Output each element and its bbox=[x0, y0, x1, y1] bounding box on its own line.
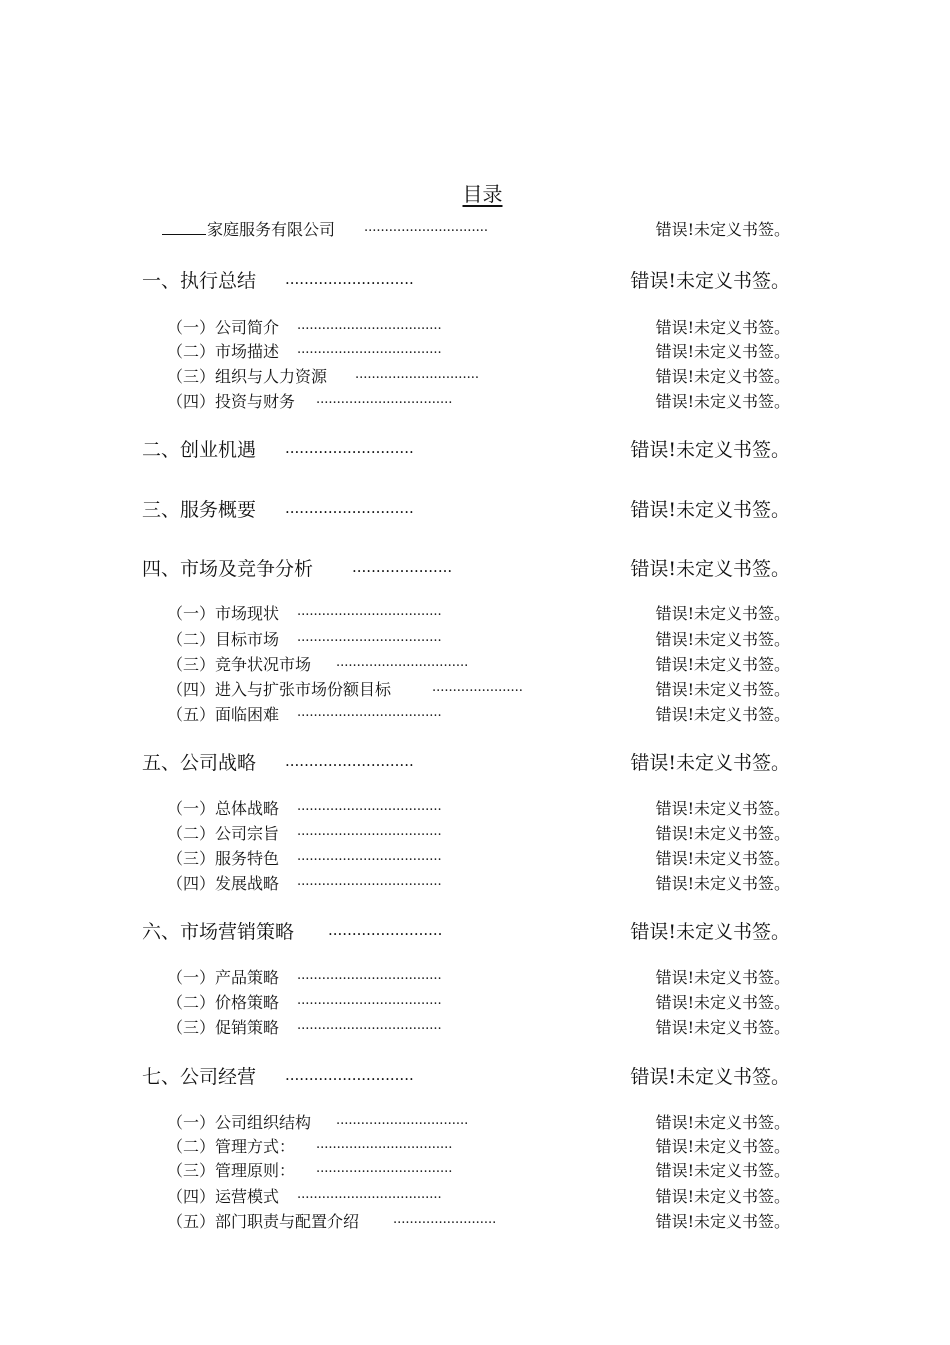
toc-entry-label: 六、市场营销策略 bbox=[142, 921, 295, 943]
toc-entry-label: （五）面临困难 bbox=[167, 705, 280, 724]
toc-page-ref: 错误!未定义书签。 bbox=[655, 1018, 790, 1037]
toc-entry-label: 五、公司战略 bbox=[142, 752, 257, 774]
toc-entry-label: 三、服务概要 bbox=[142, 499, 257, 521]
toc-subsection-entry[interactable] bbox=[0, 627, 950, 655]
toc-dot-leader: ................................... bbox=[297, 630, 442, 645]
toc-page-ref: 错误!未定义书签。 bbox=[655, 680, 790, 699]
toc-subsection-entry[interactable] bbox=[0, 871, 950, 899]
toc-title: 目录 bbox=[462, 182, 503, 206]
toc-section-entry[interactable] bbox=[0, 554, 950, 582]
toc-subsection-entry[interactable] bbox=[0, 990, 950, 1018]
toc-page-ref: 错误!未定义书签。 bbox=[655, 318, 790, 337]
toc-dot-leader: ................................ bbox=[336, 655, 469, 670]
toc-dot-leader: ................................. bbox=[316, 1161, 453, 1176]
toc-section-entry[interactable] bbox=[0, 266, 950, 294]
toc-section-entry[interactable] bbox=[0, 917, 950, 945]
toc-page-ref: 错误!未定义书签。 bbox=[655, 1113, 790, 1132]
toc-subsection-entry[interactable] bbox=[0, 965, 950, 993]
toc-dot-leader: ................................... bbox=[297, 1187, 442, 1202]
toc-dot-leader: ........................... bbox=[285, 439, 414, 457]
toc-subsection-entry[interactable] bbox=[0, 796, 950, 824]
toc-dot-leader: ........................... bbox=[285, 270, 414, 288]
toc-entry-label: 四、市场及竞争分析 bbox=[142, 558, 314, 580]
toc-dot-leader: ................................... bbox=[297, 342, 442, 357]
toc-entry-label: （二）价格策略 bbox=[167, 993, 280, 1012]
toc-entry-label: 二、创业机遇 bbox=[142, 439, 257, 461]
toc-entry-label: （一）总体战略 bbox=[167, 799, 280, 818]
toc-subsection-entry[interactable] bbox=[0, 339, 950, 367]
toc-subsection-entry[interactable] bbox=[0, 677, 950, 705]
toc-page-ref: 错误!未定义书签。 bbox=[655, 367, 790, 386]
toc-page-ref: 错误!未定义书签。 bbox=[655, 799, 790, 818]
toc-entry-label: （五）部门职责与配置介绍 bbox=[167, 1212, 360, 1231]
toc-dot-leader: ................................... bbox=[297, 874, 442, 889]
toc-entry-label: （三）组织与人力资源 bbox=[167, 367, 328, 386]
toc-page-ref: 错误!未定义书签。 bbox=[630, 921, 790, 943]
toc-page-ref: 错误!未定义书签。 bbox=[655, 705, 790, 724]
toc-dot-leader: ...................... bbox=[432, 680, 523, 695]
toc-dot-leader: ................................... bbox=[297, 604, 442, 619]
toc-page-ref: 错误!未定义书签。 bbox=[655, 1137, 790, 1156]
toc-section-entry[interactable] bbox=[0, 1062, 950, 1090]
toc-dot-leader: ................................... bbox=[297, 968, 442, 983]
toc-entry-label: （四）发展战略 bbox=[167, 874, 280, 893]
toc-entry-label: （二）公司宗旨 bbox=[167, 824, 280, 843]
toc-page-ref: 错误!未定义书签。 bbox=[630, 499, 790, 521]
toc-subsection-entry[interactable] bbox=[0, 1184, 950, 1212]
toc-page-ref: 错误!未定义书签。 bbox=[655, 824, 790, 843]
toc-dot-leader: ................................... bbox=[297, 799, 442, 814]
toc-page-ref: 错误!未定义书签。 bbox=[655, 342, 790, 361]
toc-page-ref: 错误!未定义书签。 bbox=[655, 849, 790, 868]
toc-entry-label: （二）目标市场 bbox=[167, 630, 280, 649]
toc-entry-label: （一）公司简介 bbox=[167, 318, 280, 337]
toc-entry-label: （二）管理方式： bbox=[167, 1137, 296, 1156]
toc-dot-leader: ........................... bbox=[285, 752, 414, 770]
toc-entry-label: （二）市场描述 bbox=[167, 342, 280, 361]
toc-entry-label: （一）市场现状 bbox=[167, 604, 280, 623]
toc-dot-leader: ................................... bbox=[297, 1018, 442, 1033]
blank-underline bbox=[162, 219, 206, 235]
toc-header-entry[interactable] bbox=[0, 217, 950, 245]
toc-dot-leader: ................................. bbox=[316, 392, 453, 407]
toc-page-ref: 错误!未定义书签。 bbox=[655, 392, 790, 411]
toc-entry-label: （一）公司组织结构 bbox=[167, 1113, 312, 1132]
toc-page-ref: 错误!未定义书签。 bbox=[655, 1212, 790, 1231]
toc-subsection-entry[interactable] bbox=[0, 1209, 950, 1237]
toc-section-entry[interactable] bbox=[0, 495, 950, 523]
toc-dot-leader: ........................... bbox=[285, 499, 414, 517]
toc-entry-label: （三）管理原则： bbox=[167, 1161, 296, 1180]
toc-entry-label: （四）投资与财务 bbox=[167, 392, 296, 411]
toc-dot-leader: ..................... bbox=[352, 558, 453, 576]
toc-dot-leader: .............................. bbox=[355, 367, 479, 382]
toc-dot-leader: ........................ bbox=[328, 921, 443, 939]
toc-dot-leader: ................................... bbox=[297, 318, 442, 333]
toc-entry-label: （三）服务特色 bbox=[167, 849, 280, 868]
toc-page-ref: 错误!未定义书签。 bbox=[655, 604, 790, 623]
toc-section-entry[interactable] bbox=[0, 748, 950, 776]
toc-subsection-entry[interactable] bbox=[0, 821, 950, 849]
toc-page-ref: 错误!未定义书签。 bbox=[655, 655, 790, 674]
toc-subsection-entry[interactable] bbox=[0, 389, 950, 417]
toc-entry-label: （四）运营模式 bbox=[167, 1187, 280, 1206]
toc-subsection-entry[interactable] bbox=[0, 601, 950, 629]
toc-entry-label: （四）进入与扩张市场份额目标 bbox=[167, 680, 392, 699]
toc-dot-leader: ........................... bbox=[285, 1066, 414, 1084]
toc-subsection-entry[interactable] bbox=[0, 1158, 950, 1186]
toc-entry-label: 七、公司经营 bbox=[142, 1066, 257, 1088]
toc-page-ref: 错误!未定义书签。 bbox=[655, 874, 790, 893]
toc-page-ref: 错误!未定义书签。 bbox=[655, 630, 790, 649]
toc-page-ref: 错误!未定义书签。 bbox=[630, 1066, 790, 1088]
toc-dot-leader: ................................... bbox=[297, 824, 442, 839]
toc-dot-leader: ................................ bbox=[336, 1113, 469, 1128]
toc-dot-leader: ................................... bbox=[297, 705, 442, 720]
toc-subsection-entry[interactable] bbox=[0, 846, 950, 874]
toc-page-ref: 错误!未定义书签。 bbox=[630, 439, 790, 461]
toc-page-ref: 错误!未定义书签。 bbox=[655, 1161, 790, 1180]
toc-page-ref: 错误!未定义书签。 bbox=[630, 270, 790, 292]
toc-page-ref: 错误!未定义书签。 bbox=[655, 993, 790, 1012]
toc-entry-label: 一、执行总结 bbox=[142, 270, 257, 292]
toc-dot-leader: ................................. bbox=[316, 1137, 453, 1152]
toc-page-ref: 错误!未定义书签。 bbox=[655, 220, 790, 239]
toc-page-ref: 错误!未定义书签。 bbox=[630, 752, 790, 774]
toc-dot-leader: ......................... bbox=[393, 1212, 497, 1227]
toc-section-entry[interactable] bbox=[0, 435, 950, 463]
toc-subsection-entry[interactable] bbox=[0, 652, 950, 680]
toc-subsection-entry[interactable] bbox=[0, 1015, 950, 1043]
toc-page-ref: 错误!未定义书签。 bbox=[655, 1187, 790, 1206]
toc-dot-leader: ................................... bbox=[297, 993, 442, 1008]
toc-entry-label: 家庭服务有限公司 bbox=[162, 217, 335, 240]
toc-dot-leader: .............................. bbox=[364, 220, 488, 235]
toc-subsection-entry[interactable] bbox=[0, 702, 950, 730]
toc-entry-label: （一）产品策略 bbox=[167, 968, 280, 987]
toc-dot-leader: ................................... bbox=[297, 849, 442, 864]
toc-subsection-entry[interactable] bbox=[0, 364, 950, 392]
toc-entry-label: （三）促销策略 bbox=[167, 1018, 280, 1037]
toc-page-ref: 错误!未定义书签。 bbox=[655, 968, 790, 987]
toc-page-ref: 错误!未定义书签。 bbox=[630, 558, 790, 580]
toc-entry-label: （三）竞争状况市场 bbox=[167, 655, 312, 674]
